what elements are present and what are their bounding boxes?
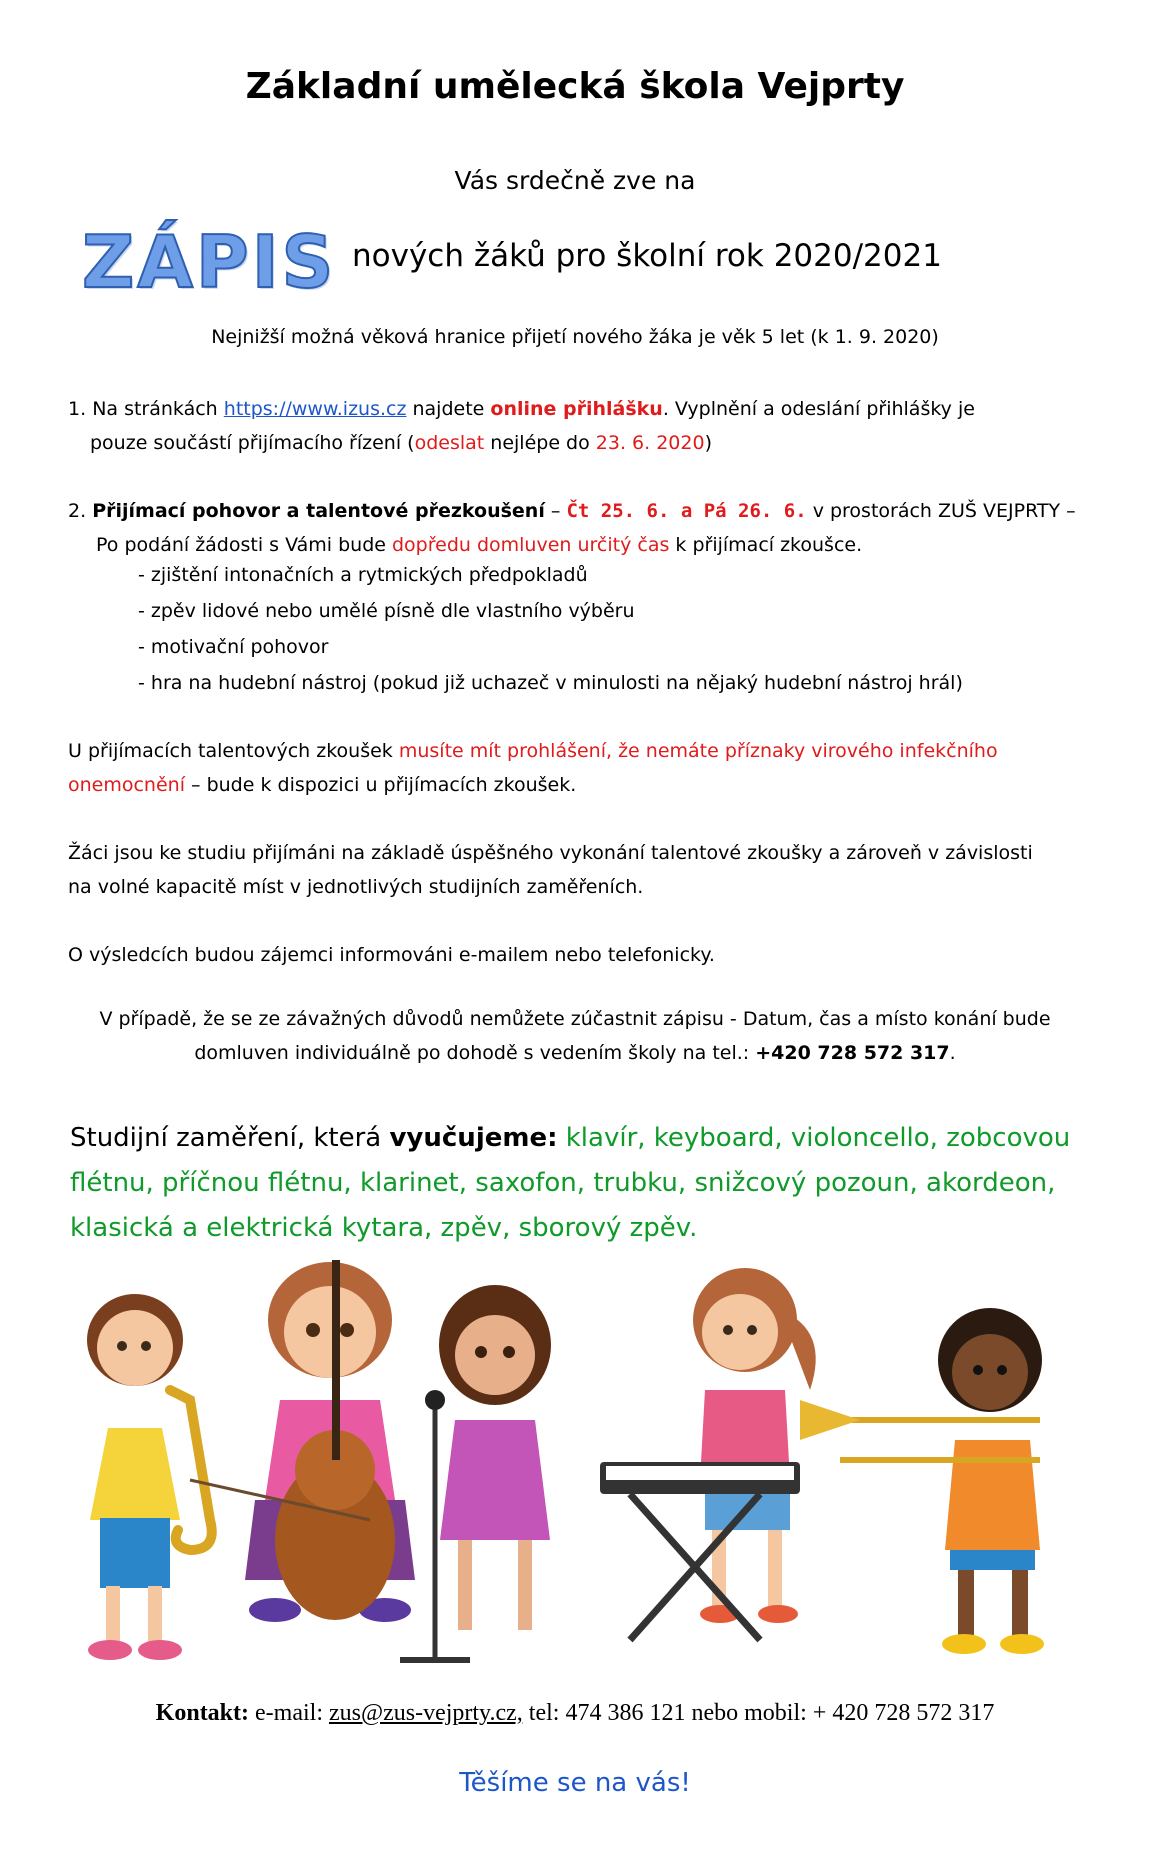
item1-text-b: najdete: [406, 398, 491, 420]
trombone-boy-figure: [800, 1308, 1044, 1654]
arranged-time: dopředu domluven určitý čas: [391, 534, 670, 556]
contact-email-link[interactable]: zus@zus-vejprty.cz,: [328, 1700, 523, 1726]
item2-line1: [68, 494, 1076, 528]
item1-text-d: pouze součástí přijímacího řízení (: [90, 432, 415, 454]
closing-line: Těšíme se na vás!: [459, 1768, 691, 1798]
contact-line: [0, 1700, 1150, 1727]
absence-line2: [0, 1042, 1150, 1064]
enrollment-subheading: nových žáků pro školní rok 2020/2021: [352, 238, 942, 274]
exam-part-1: - zjištění intonačních a rytmických předpokladů: [138, 564, 588, 586]
deadline-date: 23. 6. 2020: [595, 432, 705, 454]
exam-part-2: - zpěv lidové nebo umělé písně dle vlastního výběru: [138, 600, 635, 622]
send-word: odeslat: [414, 432, 485, 454]
saxophone-girl-figure: [87, 1294, 212, 1660]
health-text-b: – bude k dispozici u přijímacích zkoušek.: [185, 774, 577, 796]
item1-text-e: nejlépe do: [484, 432, 596, 454]
invite-line: Vás srdečně zve na: [454, 166, 696, 195]
absence-end: .: [949, 1042, 956, 1064]
health-red-2: onemocnění: [68, 774, 185, 796]
exam-part-3: - motivační pohovor: [138, 636, 329, 658]
item1-line2: [90, 426, 712, 460]
item1-text-a: Na stránkách: [92, 398, 224, 420]
item2-text-b: k přijímací zkoušce.: [669, 534, 863, 556]
item2-dash: –: [544, 500, 567, 522]
contact-label: Kontakt:: [155, 1700, 250, 1726]
zapis-heading: ZÁPIS: [82, 220, 337, 304]
absence-phone: +420 728 572 317: [755, 1042, 950, 1064]
exam-dates: Čt 25. 6. a Pá 26. 6.: [566, 500, 807, 522]
fields-green-2: flétnu, příčnou flétnu, klarinet, saxofon, trubku, snižcový pozoun, akordeon,: [70, 1168, 1056, 1198]
item2-text-a: Po podání žádosti s Vámi bude: [96, 534, 392, 556]
absence-text: domluven individuálně po dohodě s vedením školy na tel.:: [194, 1042, 756, 1064]
contact-phones: tel: 474 386 121 nebo mobil: + 420 728 572 317: [522, 1700, 995, 1726]
cello-girl-figure: [190, 1260, 415, 1622]
health-text-a: U přijímacích talentových zkoušek: [68, 740, 399, 762]
online-application: online přihlášku: [490, 398, 663, 420]
item1-text-c: . Vyplnění a odeslání přihlášky je: [662, 398, 975, 420]
fields-green-3: klasická a elektrická kytara, zpěv, sborový zpěv.: [70, 1213, 698, 1243]
study-fields: [70, 1116, 1070, 1251]
study-fields-line1: [70, 1116, 1070, 1161]
page-title: Základní umělecká škola Vejprty: [245, 66, 905, 107]
item2-heading: Přijímací pohovor a talentové přezkoušení: [92, 500, 545, 522]
children-musicians-illustration: [40, 1250, 1110, 1680]
age-limit-note: Nejnižší možná věková hranice přijetí nového žáka je věk 5 let (k 1. 9. 2020): [211, 326, 939, 348]
health-line2: [68, 768, 576, 802]
item2-number: 2.: [68, 500, 87, 522]
admission-line2: na volné kapacitě míst v jednotlivých studijních zaměřeních.: [68, 876, 644, 898]
item1-line1: [68, 392, 975, 426]
item1-number: 1.: [68, 398, 87, 420]
contact-email-label: e-mail:: [249, 1700, 329, 1726]
fields-lead: Studijní zaměření, která: [70, 1123, 390, 1153]
health-red-1: musíte mít prohlášení, že nemáte příznaky virového infekčního: [398, 740, 998, 762]
fields-lead-bold: vyučujeme:: [389, 1123, 558, 1153]
fields-green-1: klavír, keyboard, violoncello, zobcovou: [557, 1123, 1071, 1153]
izus-link[interactable]: https://www.izus.cz: [223, 398, 407, 420]
health-line1: [68, 734, 998, 768]
admission-line1: Žáci jsou ke studiu přijímáni na základě úspěšného vykonání talentové zkoušky a zároveň v závislosti: [68, 842, 1033, 864]
results-note: O výsledcích budou zájemci informováni e-mailem nebo telefonicky.: [68, 944, 715, 966]
item2-place: v prostorách ZUŠ VEJPRTY –: [806, 500, 1076, 522]
singing-girl-figure: [400, 1285, 551, 1660]
exam-part-4: - hra na hudební nástroj (pokud již uchazeč v minulosti na nějaký hudební nástroj hrál): [138, 672, 963, 694]
keyboard-girl-figure: [600, 1268, 816, 1640]
item1-text-f: ): [704, 432, 712, 454]
absence-line1: V případě, že se ze závažných důvodů nemůžete zúčastnit zápisu - Datum, čas a místo konání bude: [99, 1008, 1051, 1030]
item2-line2: [96, 528, 862, 562]
